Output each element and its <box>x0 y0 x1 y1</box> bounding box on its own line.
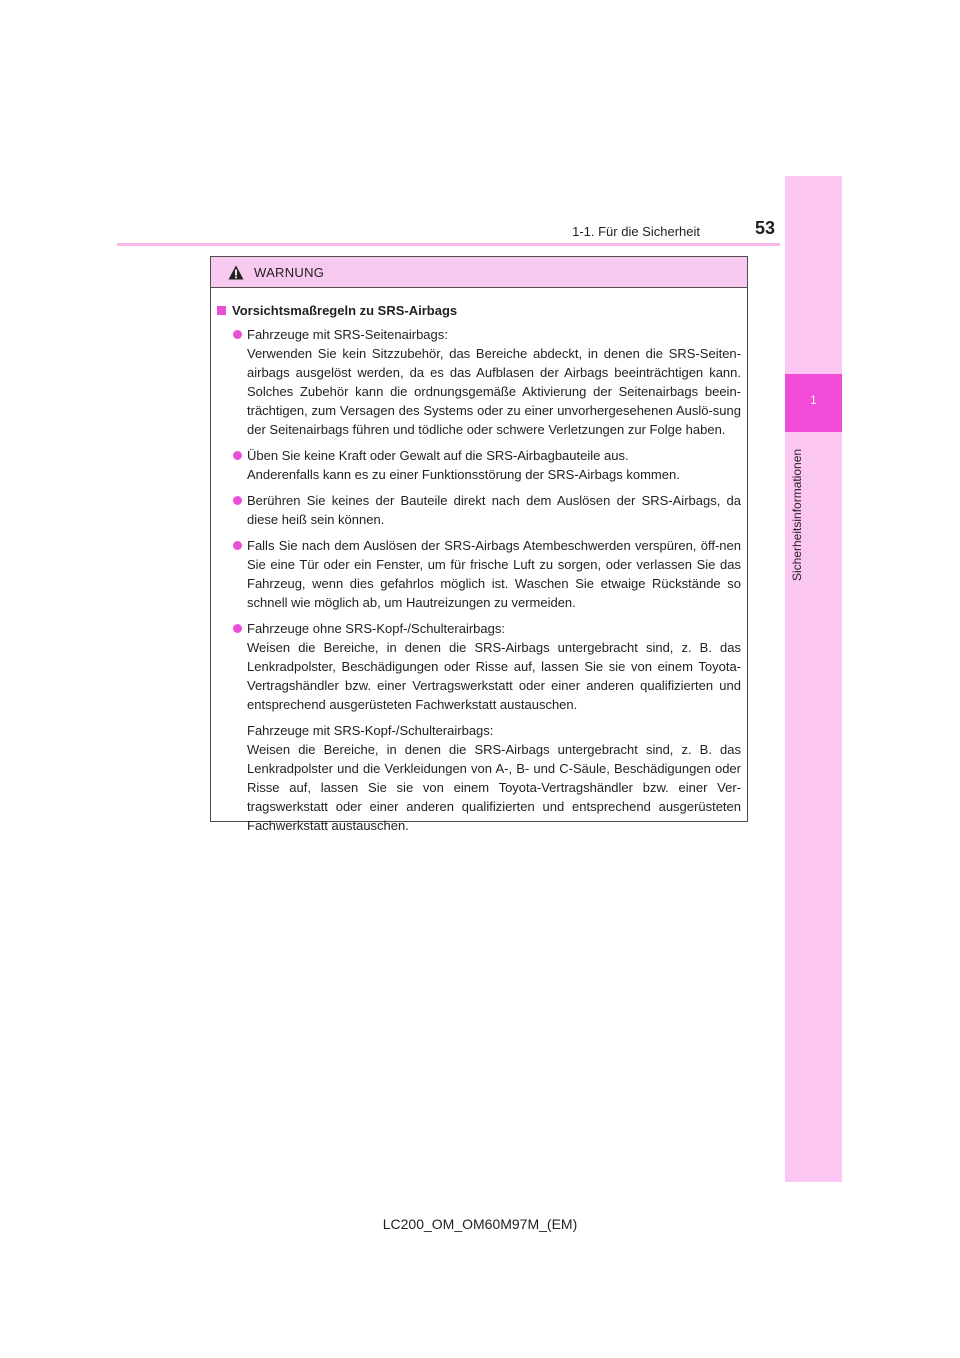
list-item-text: Üben Sie keine Kraft oder Gewalt auf die SRS-Airbagbauteile aus. <box>247 448 629 463</box>
bullet-icon <box>233 451 242 460</box>
list-item-text: Fahrzeuge mit SRS-Seitenairbags: <box>247 327 448 342</box>
list-item <box>217 446 741 484</box>
section-heading <box>217 301 741 320</box>
sub-paragraph-text: Weisen die Bereiche, in denen die SRS-Airbags untergebracht sind, z. B. das Lenkradpolster und die Verkleidungen von A-, B- und C-Säule, Beschädigungen oder Risse auf, lassen Sie sie von einem Toyota-Vertragshändler bzw. einer Ver-tragswerkstatt oder einer anderen qualifizierten und entsprechend ausgerüsteten Fachwerkstatt austauschen. <box>247 742 741 833</box>
list-item <box>217 619 741 714</box>
warning-body <box>211 288 747 835</box>
chapter-side-strip <box>785 176 842 1182</box>
list-item-text: Verwenden Sie kein Sitzzubehör, das Bereiche abdeckt, in denen die SRS-Seiten-airbags ausgelöst werden, da es das Aufblasen der Airbags beeinträchtigen kann. Solches Zubehör kann die ordnungsgemäße Aktivierung der Seitenairbags beein-trächtigen, zum Versagen des Systems oder zu einer unvorhergesehenen Auslö-sung der Seitenairbags führen und tödliche oder schwere Verletzungen zur Folge haben. <box>247 346 741 437</box>
bullet-icon <box>233 496 242 505</box>
list-item <box>217 536 741 612</box>
list-item-text: Falls Sie nach dem Auslösen der SRS-Airbags Atembeschwerden verspüren, öff-nen Sie eine Tür oder ein Fenster, um für frische Luft zu sorgen, oder verlassen Sie das Fahrzeug, wenn dies gefahrlos möglich ist. Waschen Sie etwaige Rückstände so schnell wie möglich ab, um Hautreizungen zu vermeiden. <box>247 538 741 610</box>
warning-title: WARNUNG <box>254 264 325 280</box>
list-item-text: Berühren Sie keines der Bauteile direkt nach dem Auslösen der SRS-Airbags, da diese heiß sein können. <box>247 493 741 527</box>
bullet-icon <box>233 330 242 339</box>
list-item <box>217 325 741 439</box>
chapter-number: 1 <box>810 393 817 407</box>
warning-box <box>210 256 748 833</box>
list-item-text: Weisen die Bereiche, in denen die SRS-Airbags untergebracht sind, z. B. das Lenkradpolster, Beschädigungen oder Risse auf, lassen Sie sie von einem Toyota-Vertragshändler bzw. einer Vertragswerkstatt oder einer anderen qualifizierten und entsprechend ausgerüsteten Fachwerkstatt austauschen. <box>247 640 741 712</box>
warning-triangle-icon <box>228 265 244 280</box>
header-rule <box>117 243 780 246</box>
chapter-title: Sicherheitsinformationen <box>790 448 804 581</box>
bullet-icon <box>233 541 242 550</box>
bullet-icon <box>233 624 242 633</box>
list-item-text: Anderenfalls kann es zu einer Funktionsstörung der SRS-Airbags kommen. <box>247 467 680 482</box>
header-section-title: 1-1. Für die Sicherheit <box>572 224 700 239</box>
list-item-text: Fahrzeuge ohne SRS-Kopf-/Schulterairbags: <box>247 621 505 636</box>
list-item <box>217 491 741 529</box>
chapter-title-vertical <box>790 438 804 581</box>
square-bullet-icon <box>217 306 226 315</box>
warning-header <box>211 257 747 288</box>
footer-code: LC200_OM_OM60M97M_(EM) <box>382 1216 578 1232</box>
section-heading-text: Vorsichtsmaßregeln zu SRS-Airbags <box>232 303 458 318</box>
page-number: 53 <box>754 218 775 238</box>
sub-paragraph-text: Fahrzeuge mit SRS-Kopf-/Schulterairbags: <box>247 723 494 738</box>
sub-paragraph <box>217 721 741 835</box>
